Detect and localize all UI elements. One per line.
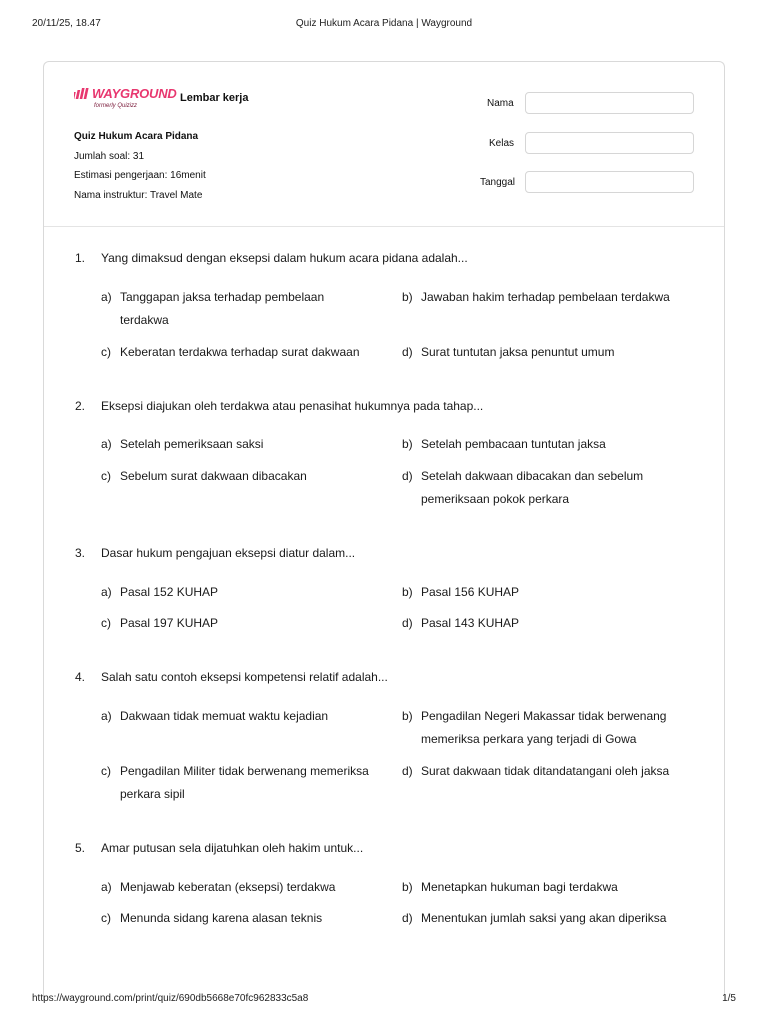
option-letter: a) [101, 880, 112, 894]
option-text: Setelah pembacaan tuntutan jaksa [421, 437, 606, 451]
option-letter: a) [101, 709, 112, 723]
option-a[interactable] [101, 286, 373, 332]
worksheet-header [44, 62, 724, 227]
question-stem [75, 397, 715, 415]
option-b[interactable] [402, 433, 702, 456]
option-c[interactable] [101, 465, 391, 488]
option-a[interactable] [101, 876, 391, 899]
option-d[interactable] [402, 760, 702, 783]
option-text: Pasal 143 KUHAP [421, 616, 520, 630]
question-number: 3. [75, 546, 86, 560]
worksheet-card [43, 61, 725, 1001]
question-number: 4. [75, 670, 86, 684]
option-letter: d) [402, 469, 413, 483]
question-3 [75, 544, 715, 630]
option-text: Pasal 197 KUHAP [120, 616, 219, 630]
class-field-label: Kelas [489, 138, 515, 149]
quiz-meta [74, 127, 206, 205]
question-stem [75, 249, 715, 267]
print-footer [32, 993, 736, 1009]
print-header [32, 18, 736, 34]
option-c[interactable] [101, 341, 401, 364]
option-letter: d) [402, 616, 413, 630]
option-b[interactable] [402, 705, 702, 751]
option-b[interactable] [402, 581, 702, 604]
option-text: Jawaban hakim terhadap pembelaan terdakwa [421, 290, 670, 304]
option-c[interactable] [101, 760, 393, 806]
option-a[interactable] [101, 705, 391, 728]
print-url: https://wayground.com/print/quiz/690db5668e70fc962833c5a8 [32, 993, 309, 1004]
page-number: 1/5 [722, 993, 736, 1004]
option-c[interactable] [101, 612, 391, 635]
option-text: Dakwaan tidak memuat waktu kejadian [120, 709, 329, 723]
option-text: Pasal 152 KUHAP [120, 585, 219, 599]
option-text: Menunda sidang karena alasan teknis [120, 911, 323, 925]
question-2 [75, 397, 715, 506]
option-a[interactable] [101, 433, 391, 456]
option-text: Surat dakwaan tidak ditandatangani oleh jaksa [421, 764, 670, 778]
question-stem [75, 839, 715, 857]
name-field[interactable] [525, 92, 694, 114]
print-datetime: 20/11/25, 18.47 [32, 18, 101, 29]
estimated-time: Estimasi pengerjaan: 16menit [74, 170, 206, 181]
question-number: 1. [75, 251, 86, 265]
print-page-title: Quiz Hukum Acara Pidana | Wayground [295, 18, 473, 29]
option-letter: c) [101, 616, 111, 630]
option-d[interactable] [402, 341, 702, 364]
option-letter: c) [101, 469, 111, 483]
option-letter: a) [101, 290, 112, 304]
option-letter: c) [101, 345, 111, 359]
instructor-name: Nama instruktur: Travel Mate [74, 189, 203, 201]
question-text: Salah satu contoh eksepsi kompetensi relatif adalah... [101, 670, 388, 684]
option-d[interactable] [402, 465, 682, 511]
option-text: Pengadilan Negeri Makassar tidak berwenang memeriksa perkara yang terjadi di Gowa [421, 709, 667, 746]
question-1 [75, 249, 715, 359]
option-letter: a) [101, 437, 112, 451]
option-text: Pasal 156 KUHAP [421, 585, 520, 599]
option-text: Menentukan jumlah saksi yang akan diperiksa [421, 911, 667, 925]
option-letter: c) [101, 911, 111, 925]
date-field[interactable] [525, 171, 694, 193]
option-letter: b) [402, 585, 413, 599]
question-number: 2. [75, 399, 86, 413]
option-letter: b) [402, 880, 413, 894]
option-text: Menetapkan hukuman bagi terdakwa [421, 880, 618, 894]
question-text: Eksepsi diajukan oleh terdakwa atau penasihat hukumnya pada tahap... [101, 399, 484, 413]
option-text: Setelah dakwaan dibacakan dan sebelum pemeriksaan pokok perkara [421, 469, 644, 506]
brand-bars-icon [74, 88, 90, 99]
option-letter: b) [402, 437, 413, 451]
option-text: Setelah pemeriksaan saksi [120, 437, 264, 451]
option-letter: d) [402, 764, 413, 778]
option-b[interactable] [402, 876, 702, 899]
question-stem [75, 544, 715, 562]
option-letter: d) [402, 911, 413, 925]
option-c[interactable] [101, 907, 391, 930]
question-text: Dasar hukum pengajuan eksepsi diatur dalam... [101, 546, 356, 560]
option-text: Surat tuntutan jaksa penuntut umum [421, 345, 615, 359]
option-d[interactable] [402, 907, 712, 930]
worksheet-type-label: Lembar kerja [180, 92, 249, 104]
class-field[interactable] [525, 132, 694, 154]
name-field-label: Nama [487, 98, 514, 109]
question-count: Jumlah soal: 31 [74, 150, 145, 162]
option-a[interactable] [101, 581, 391, 604]
question-number: 5. [75, 841, 86, 855]
quiz-title: Quiz Hukum Acara Pidana [74, 131, 199, 142]
option-text: Keberatan terdakwa terhadap surat dakwaan [120, 345, 360, 359]
brand-name: WAYGROUND [92, 86, 177, 101]
option-d[interactable] [402, 612, 702, 635]
question-4 [75, 668, 715, 801]
question-5 [75, 839, 715, 925]
option-b[interactable] [402, 286, 702, 309]
question-text: Amar putusan sela dijatuhkan oleh hakim untuk... [101, 841, 364, 855]
brand-wordmark [74, 86, 177, 101]
option-letter: a) [101, 585, 112, 599]
option-text: Tanggapan jaksa terhadap pembelaan terdakwa [120, 290, 325, 327]
option-text: Menjawab keberatan (eksepsi) terdakwa [120, 880, 336, 894]
question-text: Yang dimaksud dengan eksepsi dalam hukum acara pidana adalah... [101, 251, 468, 265]
brand-logo [74, 86, 184, 116]
brand-subtitle: formerly Quizizz [94, 103, 138, 109]
question-stem [75, 668, 715, 686]
date-field-label: Tanggal [480, 177, 516, 188]
option-text: Pengadilan Militer tidak berwenang memeriksa perkara sipil [120, 764, 369, 801]
option-letter: c) [101, 764, 111, 778]
option-letter: b) [402, 709, 413, 723]
option-letter: d) [402, 345, 413, 359]
option-text: Sebelum surat dakwaan dibacakan [120, 469, 307, 483]
option-letter: b) [402, 290, 413, 304]
